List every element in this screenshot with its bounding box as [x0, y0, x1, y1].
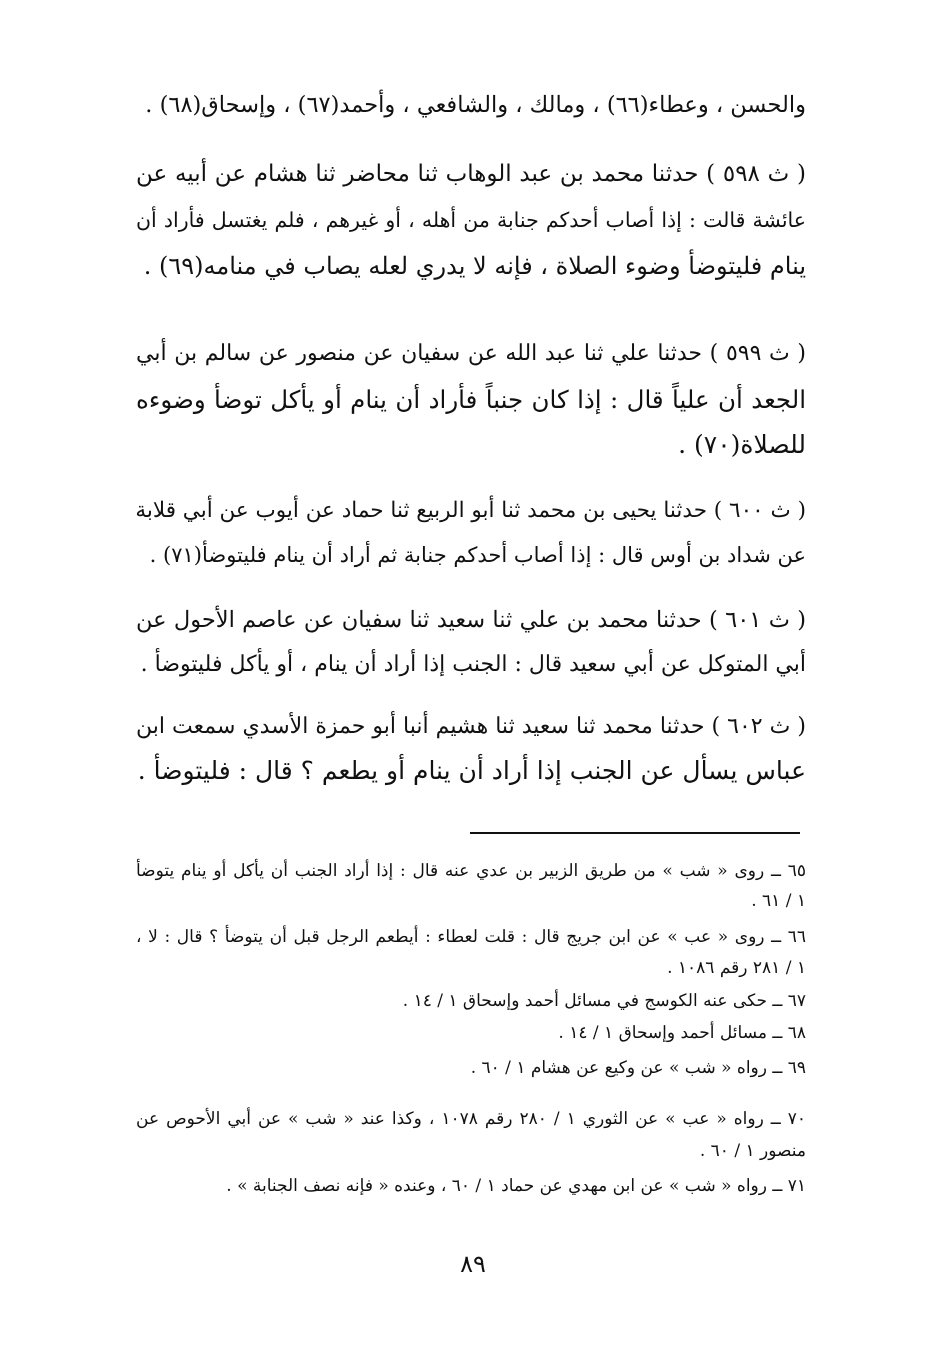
footnote-line: ٦٥ ــ روى « شب » من طريق الزبير بن عدي عنه قال : إذا أراد الجنب أن يأكل أو ينام يتوضأ [136, 861, 806, 881]
body-line: عن شداد بن أوس قال : إذا أصاب أحدكم جنابة ثم أراد أن ينام فليتوضأ(٧١) . [149, 543, 806, 567]
body-line: أبي المتوكل عن أبي سعيد قال : الجنب إذا أراد أن ينام ، أو يأكل فليتوضأ . [140, 652, 806, 677]
footnote-line: ٦٨ ــ مسائل أحمد وإسحاق ١ / ١٤ . [558, 1023, 806, 1043]
footnote-line: ١ / ٦١ . [751, 891, 806, 911]
page-number: ٨٩ [460, 1250, 486, 1278]
body-line: ( ث ٥٩٩ ) حدثنا علي ثنا عبد الله عن سفيان عن منصور عن سالم بن أبي [136, 341, 807, 366]
footnote-line: ٧١ ــ رواه « شب » عن ابن مهدي عن حماد ١ / ٦٠ ، وعنده « فإنه نصف الجنابة » . [226, 1176, 806, 1196]
body-line: ينام فليتوضأ وضوء الصلاة ، فإنه لا يدري لعله يصاب في منامه(٦٩) . [143, 252, 806, 280]
body-line: ( ث ٥٩٨ ) حدثنا محمد بن عبد الوهاب ثنا محاضر ثنا هشام عن أبيه عن [136, 161, 806, 187]
footnote-line: ٧٠ ــ رواه « عب » عن الثوري ١ / ٢٨٠ رقم ١٠٧٨ ، وكذا عند « شب » عن أبي الأحوص عن [136, 1109, 807, 1129]
footnote-line: ٦٩ ــ رواه « شب » عن وكيع عن هشام ١ / ٦٠ . [470, 1058, 806, 1078]
body-line: ( ث ٦٠١ ) حدثنا محمد بن علي ثنا سعيد ثنا سفيان عن عاصم الأحول عن [136, 607, 807, 633]
footnote-line: ٦٧ ــ حكى عنه الكوسج في مسائل أحمد وإسحاق ١ / ١٤ . [402, 991, 806, 1011]
body-line: ( ث ٦٠٢ ) حدثنا محمد ثنا سعيد ثنا هشيم أنبا أبو حمزة الأسدي سمعت ابن [136, 714, 807, 739]
footnote-line: منصور ١ / ٦٠ . [699, 1141, 806, 1161]
body-line: عائشة قالت : إذا أصاب أحدكم جنابة من أهله ، أو غيرهم ، فلم يغتسل فأراد أن [136, 208, 806, 232]
body-line: للصلاة(٧٠) . [678, 430, 806, 459]
footnote-divider [470, 832, 800, 834]
body-line: ( ث ٦٠٠ ) حدثنا يحيى بن محمد ثنا أبو الربيع ثنا حماد عن أيوب عن أبي قلابة [135, 498, 806, 523]
body-line: الجعد أن علياً قال : إذا كان جنباً فأراد أن ينام أو يأكل توضأ وضوءه [136, 385, 806, 414]
footnote-line: ٦٦ ــ روى « عب » عن ابن جريج قال : قلت لعطاء : أيطعم الرجل قبل أن يتوضأ ؟ قال : لا ، [136, 927, 806, 947]
body-line: عباس يسأل عن الجنب إذا أراد أن ينام أو يطعم ؟ قال : فليتوضأ . [137, 756, 806, 785]
body-line: والحسن ، وعطاء(٦٦) ، ومالك ، والشافعي ، وأحمد(٦٧) ، وإسحاق(٦٨) . [145, 92, 806, 118]
footnote-line: ١ / ٢٨١ رقم ١٠٨٦ . [667, 958, 806, 978]
